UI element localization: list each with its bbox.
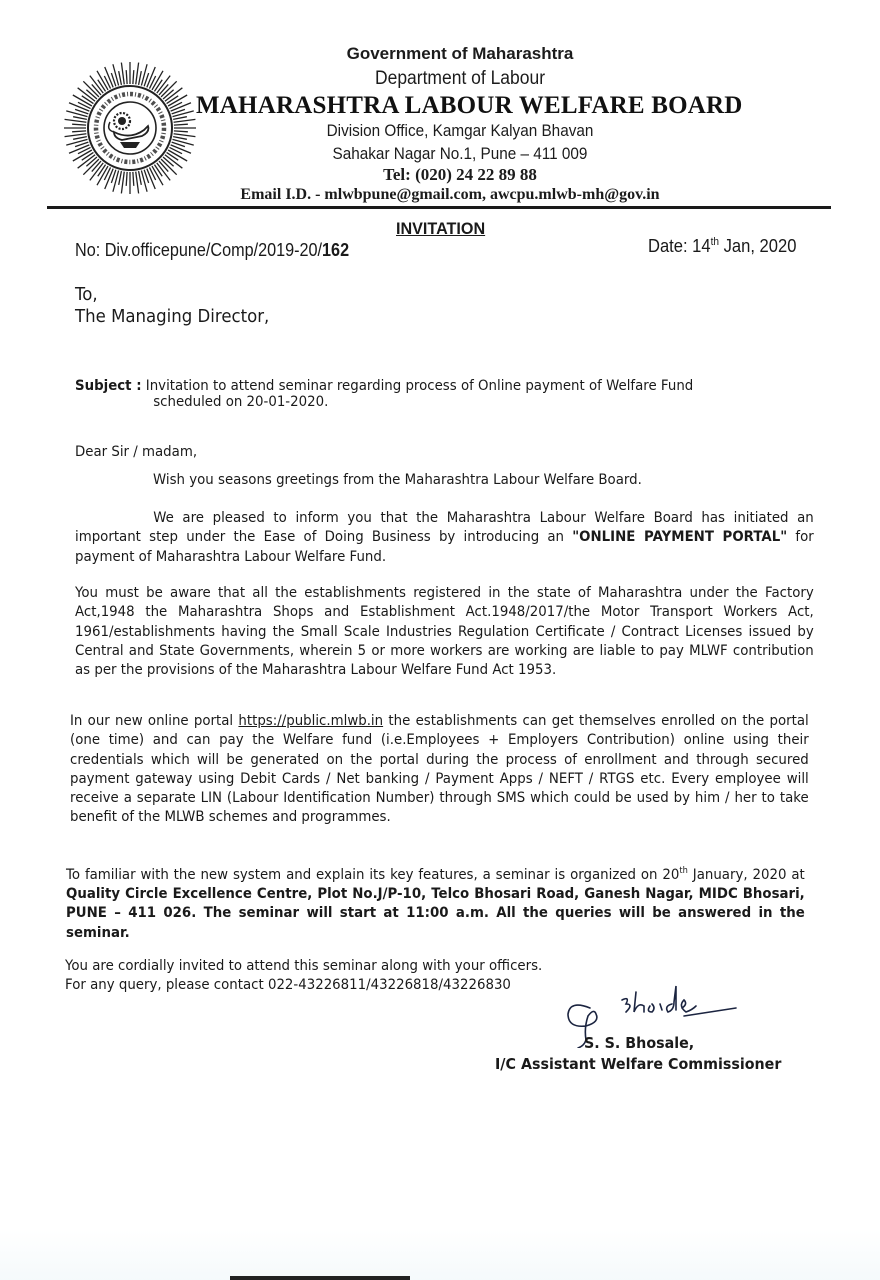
emblem-ray xyxy=(72,131,86,132)
scan-artifact xyxy=(0,1230,880,1280)
subject-line xyxy=(75,378,774,410)
emblem-ray xyxy=(73,117,87,120)
greeting: Wish you seasons greetings from the Maharashtra Labour Welfare Board. xyxy=(153,472,642,488)
emblem-ray xyxy=(163,90,174,99)
reference-number xyxy=(75,240,349,261)
paragraph-online-portal-intro xyxy=(75,509,814,567)
board-emblem-logo xyxy=(62,60,198,196)
emblem-ray xyxy=(66,111,87,117)
emblem-ray xyxy=(119,171,122,185)
emblem-ray xyxy=(121,172,124,194)
reference-serial: 162 xyxy=(322,240,350,260)
emblem-ray xyxy=(126,172,127,186)
p3-text-a: In our new online portal xyxy=(70,713,239,729)
emblem-ray xyxy=(65,134,87,137)
emblem-ray xyxy=(113,64,119,85)
emblem-ray xyxy=(72,124,86,125)
p1-text-b: for payment of Maharashtra Labour Welfare Fund. xyxy=(75,529,814,565)
emblem-ray xyxy=(98,80,106,92)
emblem-ray xyxy=(121,63,124,85)
signatory-designation: I/C Assistant Welfare Commissioner xyxy=(495,1055,782,1073)
date-prefix: Date: 14 xyxy=(648,236,711,256)
paragraph-eligibility: You must be aware that all the establishments registered in the state of Maharashtra under the Factory Act,1948 the Maharashtra Shops and Establishment Act.1948/2017/the Motor Transport Workers Act, 1961/establishments having the Small Scale Industries Regulation Certificate / Contract Licenses issued by Central and State Governments, wherein 5 or more workers are working are liable to pay MLWF contribution as per the provisions of the Maharashtra Labour Welfare Fund Act 1953. xyxy=(75,585,814,679)
paragraph-seminar-details xyxy=(66,862,805,943)
emblem-ray xyxy=(98,165,106,177)
emblem-ray xyxy=(73,137,87,140)
emblem-ray xyxy=(174,131,188,132)
letterhead-address: Sahakar Nagar No.1, Pune – 411 009 xyxy=(332,144,588,163)
emblem-ray xyxy=(174,119,196,122)
scan-edge-artifact xyxy=(230,1276,410,1280)
portal-link[interactable]: https://public.mlwb.in xyxy=(238,713,384,729)
p3-text-b: the establishments can get themselves enrolled on the portal (one time) and can pay the Welfare fund (i.e.Employees + Employers Contribution) online using their credentials which will be generated on the portal during the process of enrollment and through secured payment gateway using Debit Cards / Net banking / Payment Apps / NEFT / RTGS etc. Every employee will receive a separate LIN (Labour Identification Number) through SMS which could be used by him / her to take benefit of the MLWB schemes and programmes. xyxy=(70,713,809,826)
emblem-ray xyxy=(154,165,162,177)
subject-label: Subject : xyxy=(75,378,142,394)
emblem-ray xyxy=(133,172,134,186)
subject-text-line2: scheduled on 20-01-2020. xyxy=(153,394,329,410)
emblem-ray xyxy=(167,152,179,160)
signatory-name: S. S. Bhosale, xyxy=(584,1034,695,1052)
emblem-ray xyxy=(159,161,168,172)
letterhead-telephone: Tel: (020) 24 22 89 88 xyxy=(383,165,537,184)
emblem-ray xyxy=(173,111,194,117)
emblem-ray xyxy=(119,71,122,85)
emblem-ray xyxy=(159,84,168,95)
emblem-ray xyxy=(133,70,134,84)
letter-date xyxy=(648,236,796,257)
salutation: Dear Sir / madam, xyxy=(75,444,198,460)
emblem-ray xyxy=(136,172,139,194)
emblem-ray xyxy=(113,171,119,192)
letterhead-department: Department of Labour xyxy=(374,68,546,89)
emblem-ray xyxy=(92,161,101,172)
emblem-ray xyxy=(173,117,187,120)
recipient-name: The Managing Director, xyxy=(75,306,270,327)
date-suffix: Jan, 2020 xyxy=(719,236,797,256)
emblem-ray xyxy=(139,171,142,185)
letterhead-government: Government of Maharashtra xyxy=(346,44,574,63)
emblem-ray xyxy=(66,139,87,145)
emblem-ray xyxy=(86,90,97,99)
recipient-to: To, xyxy=(75,284,98,305)
paragraph-portal-details xyxy=(70,712,809,828)
emblem-ray xyxy=(141,64,147,85)
subject-text-line1: Invitation to attend seminar regarding process of Online payment of Welfare Fund xyxy=(141,378,694,394)
emblem-ray xyxy=(154,80,162,92)
p1-text-a: We are pleased to inform you that the Maharashtra Labour Welfare Board has initiated an important step under the Ease of Doing Business by introducing an xyxy=(75,510,814,546)
letterhead-divider xyxy=(47,206,831,209)
p4-venue-and-time: Quality Circle Excellence Centre, Plot No.J/P-10, Telco Bhosari Road, Ganesh Nagar, MIDC Bhosari, PUNE – 411 026. The seminar will start at 11:00 a.m. All the queries will be answered in the seminar. xyxy=(66,886,805,941)
emblem-ray xyxy=(139,71,142,85)
emblem-ray xyxy=(126,70,127,84)
reference-prefix: No: Div.officepune/Comp/2019-20/ xyxy=(75,240,323,260)
closing-contact: For any query, please contact 022-43226811/43226818/43226830 xyxy=(65,977,511,993)
letterhead-office: Division Office, Kamgar Kalyan Bhavan xyxy=(326,121,594,140)
emblem-ray xyxy=(82,152,94,160)
emblem-ray xyxy=(163,157,174,166)
emblem-ray xyxy=(167,96,179,104)
emblem-ray xyxy=(174,124,188,125)
emblem-ray xyxy=(173,137,187,140)
closing-invitation: You are cordially invited to attend this seminar along with your officers. xyxy=(65,958,543,974)
letterhead-board-name: MAHARASHTRA LABOUR WELFARE BOARD xyxy=(196,92,743,119)
emblem-ray xyxy=(92,84,101,95)
p1-portal-name: "ONLINE PAYMENT PORTAL" xyxy=(572,529,788,546)
emblem-ray xyxy=(82,96,94,104)
emblem-ray xyxy=(141,171,147,192)
letterhead-email: Email I.D. - mlwbpune@gmail.com, awcpu.mlwb-mh@gov.in xyxy=(240,186,660,203)
document-title: INVITATION xyxy=(396,219,486,238)
p4-ordinal: th xyxy=(679,866,688,876)
emblem-ray xyxy=(173,139,194,145)
emblem-ray xyxy=(136,63,139,85)
date-ordinal: th xyxy=(710,236,720,248)
emblem-ray xyxy=(174,134,196,137)
emblem-ray xyxy=(65,119,87,122)
p4-text-a: To familiar with the new system and explain its key features, a seminar is organized on 20 xyxy=(66,866,680,883)
emblem-ray xyxy=(86,157,97,166)
p4-text-b: January, 2020 at xyxy=(687,866,805,883)
